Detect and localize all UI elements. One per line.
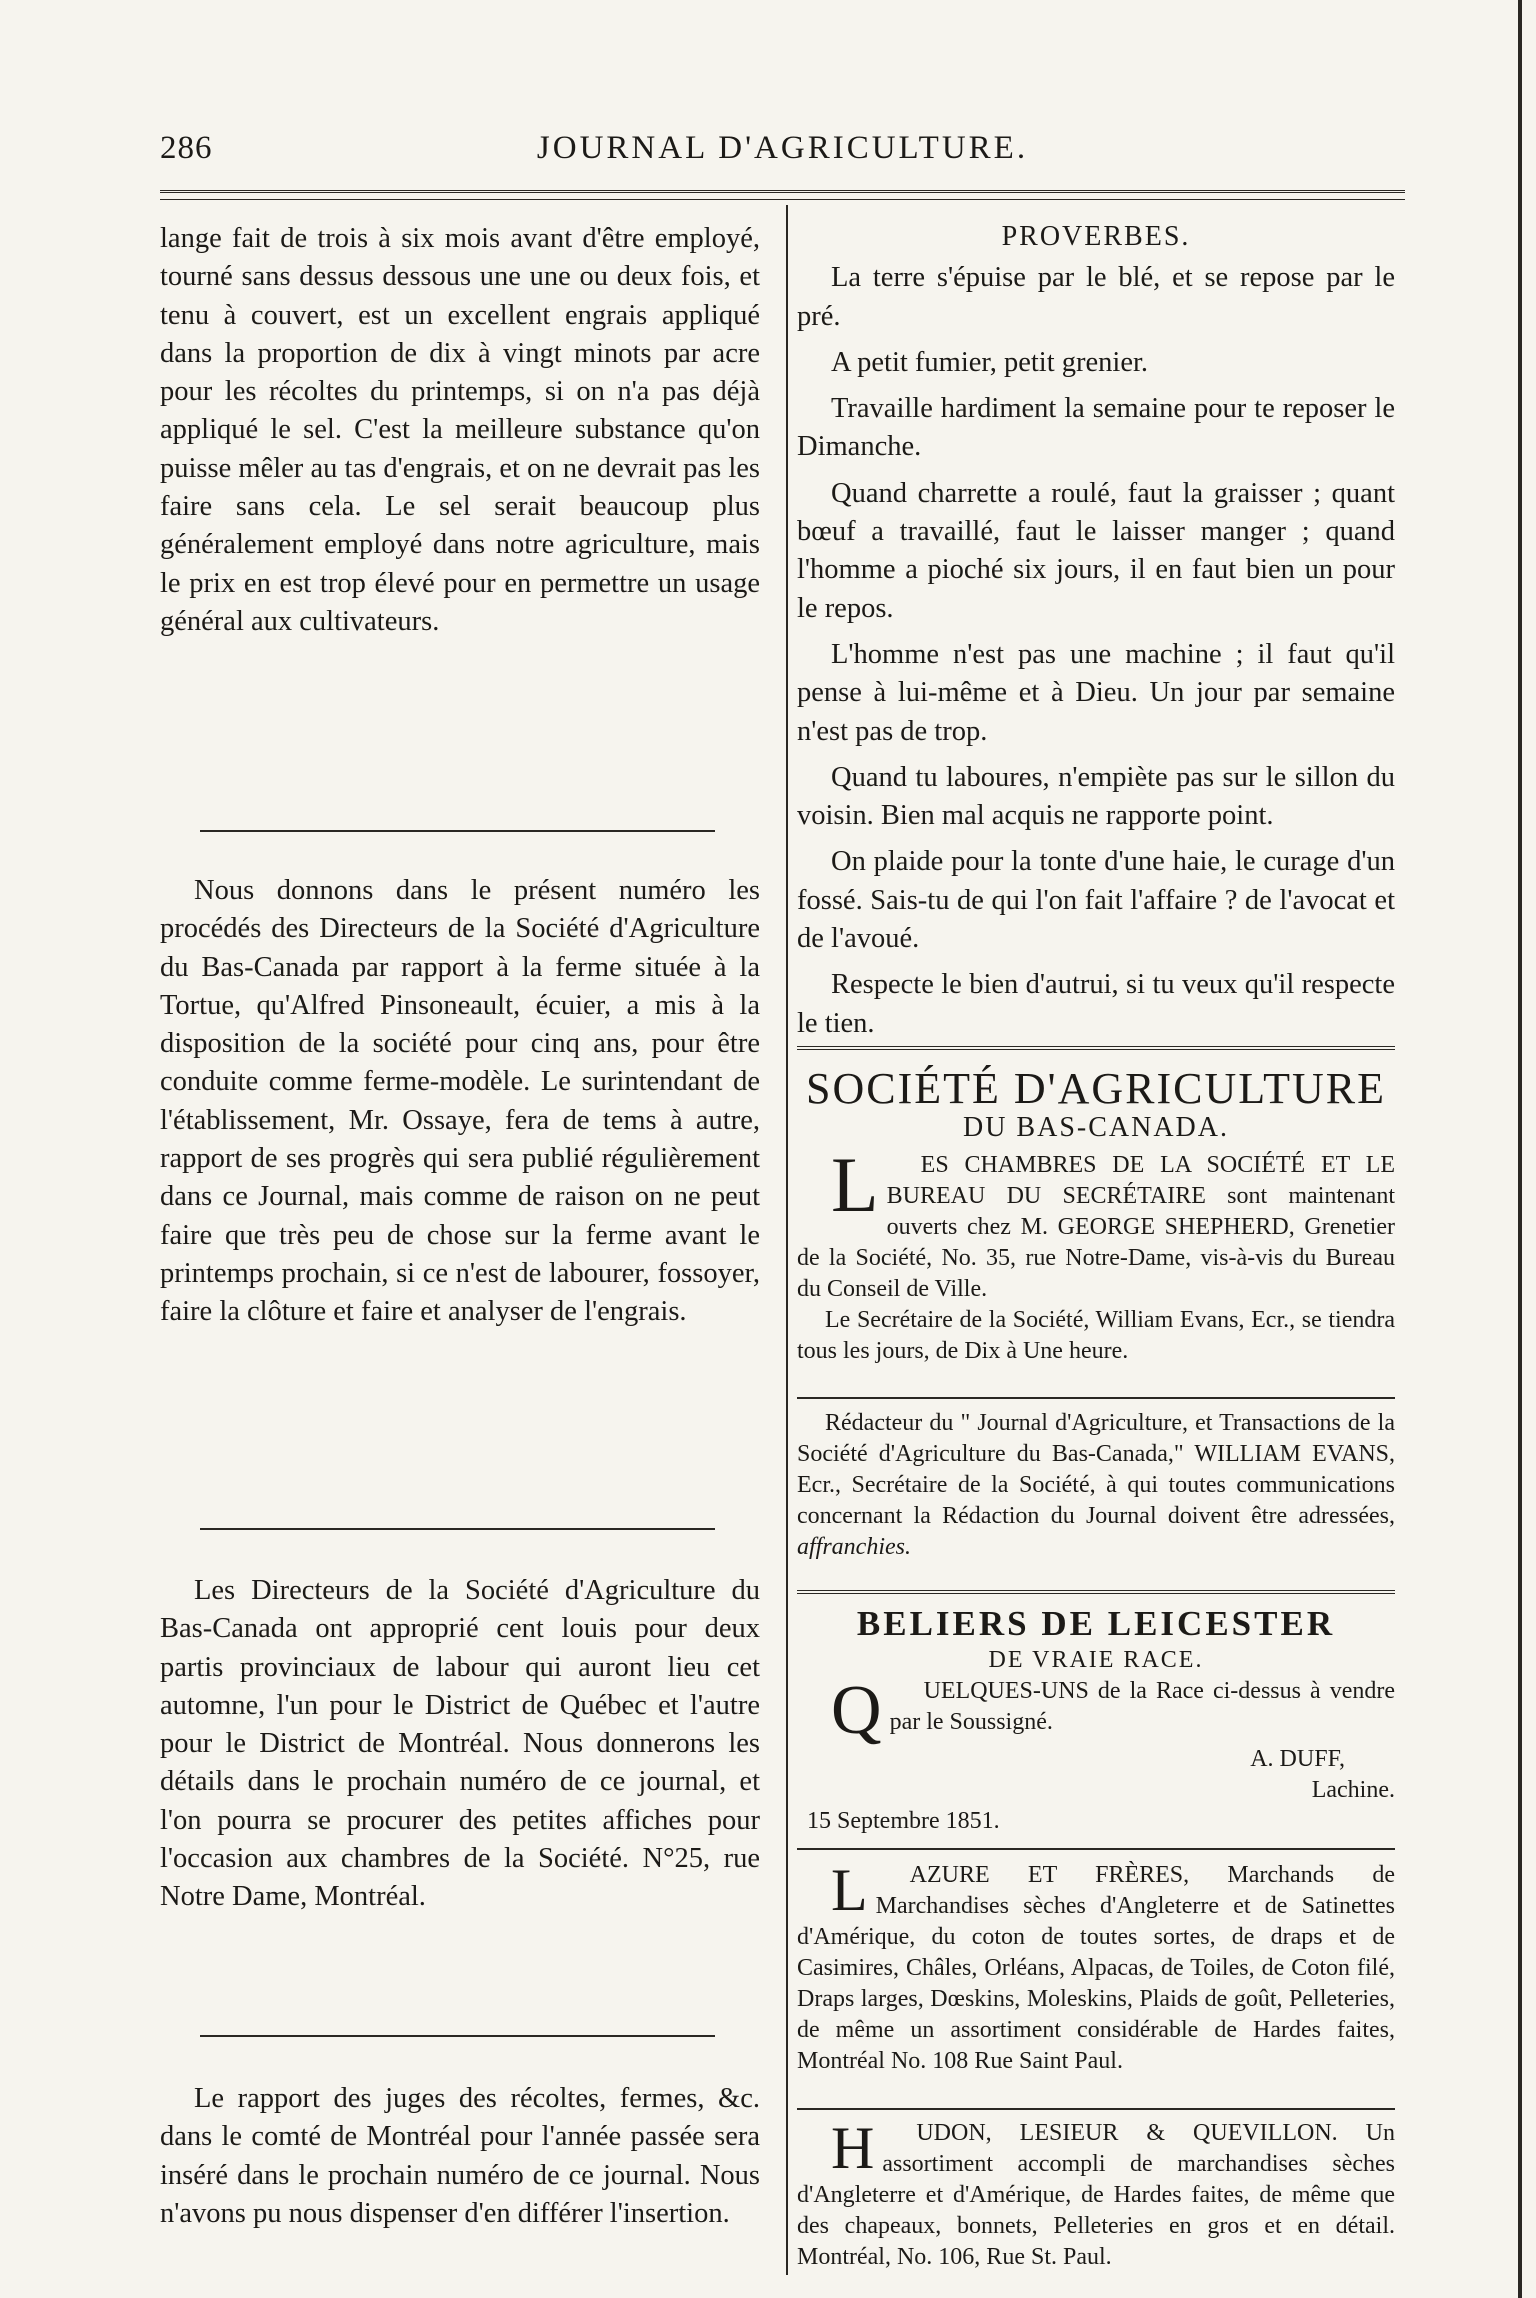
section-separator	[797, 2108, 1395, 2110]
article-text: Les Directeurs de la Société d'Agriculture du Bas-Canada ont approprié cent louis pour deux partis provinciaux de labour qui auront lieu cet automne, l'un pour le District de Québec et l'autre pour le District de Montréal. Nous donnerons les détails dans le prochain numéro de ce journal, et l'on pourra se procurer des petites affiches pour l'occasion aux chambres de la Société. N°25, rue Notre Dame, Montréal.	[160, 1575, 760, 1913]
proverb: On plaide pour la tonte d'une haie, le curage d'un fossé. Sais-tu de qui l'on fait l'affaire ? de l'avocat et de l'avoué.	[797, 846, 1395, 955]
societe-secretary-text: Le Secrétaire de la Société, William Evans, Ecr., se tiendra tous les jours, de Dix à Une heure.	[797, 1307, 1395, 1364]
lazure-text: AZURE ET FRÈRES, Marchands de Marchandises sèches d'Angleterre et de Satinettes d'Amérique, du coton de toutes sortes, de draps et de Casimires, Châles, Orléans, Alpacas, de Toiles, de Coton filé, Draps larges, Dœskins, Moleskins, Plaids de goût, Pelleteries, de même un assortiment considérable de Hardes faites, Montréal No. 108 Rue Saint Paul.	[797, 1862, 1395, 2074]
societe-title: SOCIÉTÉ D'AGRICULTURE	[806, 1064, 1386, 1113]
proverb: Travaille hardiment la semaine pour te reposer le Dimanche.	[797, 393, 1395, 463]
article-labour	[160, 1572, 760, 1917]
article-engrais-sel	[160, 220, 760, 641]
section-separator	[797, 1848, 1395, 1850]
beliers-text: UELQUES-UNS de la Race ci-dessus à vendre par le Soussigné.	[889, 1678, 1395, 1735]
beliers-place: Lachine.	[1311, 1777, 1395, 1803]
dropcap-letter: H	[831, 2115, 875, 2181]
proverb: A petit fumier, petit grenier.	[831, 346, 1149, 378]
column-divider	[786, 205, 788, 2275]
redacteur-notice	[797, 1408, 1395, 1563]
beliers-advert	[797, 1604, 1395, 1837]
section-separator	[200, 1528, 715, 1530]
proverb: La terre s'épuise par le blé, et se repose par le pré.	[797, 262, 1395, 332]
societe-chambres-text: ES CHAMBRES DE LA SOCIÉTÉ ET LE BUREAU DU SECRÉTAIRE sont maintenant ouverts chez M. GEORGE SHEPHERD, Grenetier de la Société, No. 35, rue Notre-Dame, vis-à-vis du Bureau du Conseil de Ville.	[797, 1152, 1395, 1302]
hudon-advert	[797, 2115, 1395, 2273]
dropcap-letter: Q	[831, 1672, 882, 1749]
article-text: lange fait de trois à six mois avant d'être employé, tourné sans dessus dessous une une ou deux fois, et tenu à couvert, est un excellent engrais appliqué dans la proportion de dix à vingt minots par acre pour les récoltes du printemps, si on n'a pas déjà appliqué le sel. C'est la meilleure substance qu'on puisse mêler au tas d'engrais, et on ne devrait pas les faire sans cela. Le sel serait beaucoup plus généralement employé dans notre agriculture, mais le prix en est trop élevé pour en permettre un usage général aux cultivateurs.	[160, 223, 760, 637]
proverb: Quand charrette a roulé, faut la graisser ; quant bœuf a travaillé, faut le laisser manger ; quand l'homme a pioché six jours, il en faut bien un pour le repos.	[797, 477, 1395, 624]
section-separator	[797, 1046, 1395, 1050]
page-number: 286	[160, 130, 213, 166]
dropcap-letter: L	[831, 1141, 879, 1228]
affranchies-text: affranchies.	[797, 1534, 911, 1560]
article-text: Le rapport des juges des récoltes, fermes, &c. dans le comté de Montréal pour l'année passée sera inséré dans le prochain numéro de ce journal. Nous n'avons pu nous dispenser d'en différer l'insertion.	[160, 2083, 760, 2229]
section-separator	[200, 2035, 715, 2037]
article-text: Nous donnons dans le présent numéro les procédés des Directeurs de la Société d'Agriculture du Bas-Canada par rapport à la ferme située à la Tortue, qu'Alfred Pinsoneault, écuier, a mis à la disposition de la société pour cinq ans, pour être conduite comme ferme-modèle. Le surintendant de l'établissement, Mr. Ossaye, fera de tems à autre, rapport de ses progrès qui sera publié régulièrement dans ce Journal, mais comme de raison on ne peut faire que très peu de chose sur la ferme avant le printemps prochain, si ce n'est de labourer, fossoyer, faire la clôture et faire et analyser de l'engrais.	[160, 875, 760, 1328]
beliers-signature: A. DUFF,	[1250, 1746, 1345, 1772]
lazure-advert	[797, 1857, 1395, 2077]
beliers-subtitle: DE VRAIE RACE.	[988, 1647, 1204, 1673]
beliers-title: BELIERS DE LEICESTER	[856, 1604, 1336, 1643]
page-header	[160, 130, 1405, 176]
societe-notice	[797, 1066, 1395, 1367]
dropcap-letter: L	[831, 1857, 868, 1923]
section-separator	[200, 830, 715, 832]
societe-body	[797, 1141, 1395, 1367]
beliers-body	[797, 1672, 1395, 1837]
societe-subtitle: DU BAS-CANADA.	[962, 1112, 1229, 1143]
proverb: Respecte le bien d'autrui, si tu veux qu'il respecte le tien.	[797, 969, 1395, 1039]
hudon-text: UDON, LESIEUR & QUEVILLON. Un assortiment accompli de marchandises sèches d'Angleterre et d'Amérique, de Hardes faites, de même que des chapeaux, bonnets, Pelleteries en gros et en détail. Montréal, No. 106, Rue St. Paul.	[797, 2120, 1395, 2270]
section-separator	[797, 1397, 1395, 1399]
running-title: JOURNAL D'AGRICULTURE.	[536, 130, 1029, 166]
article-ferme-modele	[160, 872, 760, 1332]
proverb: L'homme n'est pas une machine ; il faut qu'il pense à lui-même et à Dieu. Un jour par semaine n'est pas de trop.	[797, 638, 1395, 747]
page-edge-line	[1518, 0, 1522, 2298]
header-rule	[160, 190, 1405, 200]
article-rapport-juges	[160, 2080, 760, 2233]
beliers-date: 15 Septembre 1851.	[807, 1808, 1000, 1834]
proverbes-title: PROVERBES.	[1001, 221, 1191, 252]
redacteur-text: Rédacteur du " Journal d'Agriculture, et Transactions de la Société d'Agriculture du Bas-Canada," WILLIAM EVANS, Ecr., Secrétaire de la Société, à qui toutes communications concernant la Rédaction du Journal doivent être adressées,	[797, 1410, 1395, 1529]
proverbes-section	[797, 218, 1395, 1051]
proverb: Quand tu laboures, n'empiète pas sur le sillon du voisin. Bien mal acquis ne rapporte point.	[797, 761, 1395, 832]
section-separator	[797, 1590, 1395, 1594]
